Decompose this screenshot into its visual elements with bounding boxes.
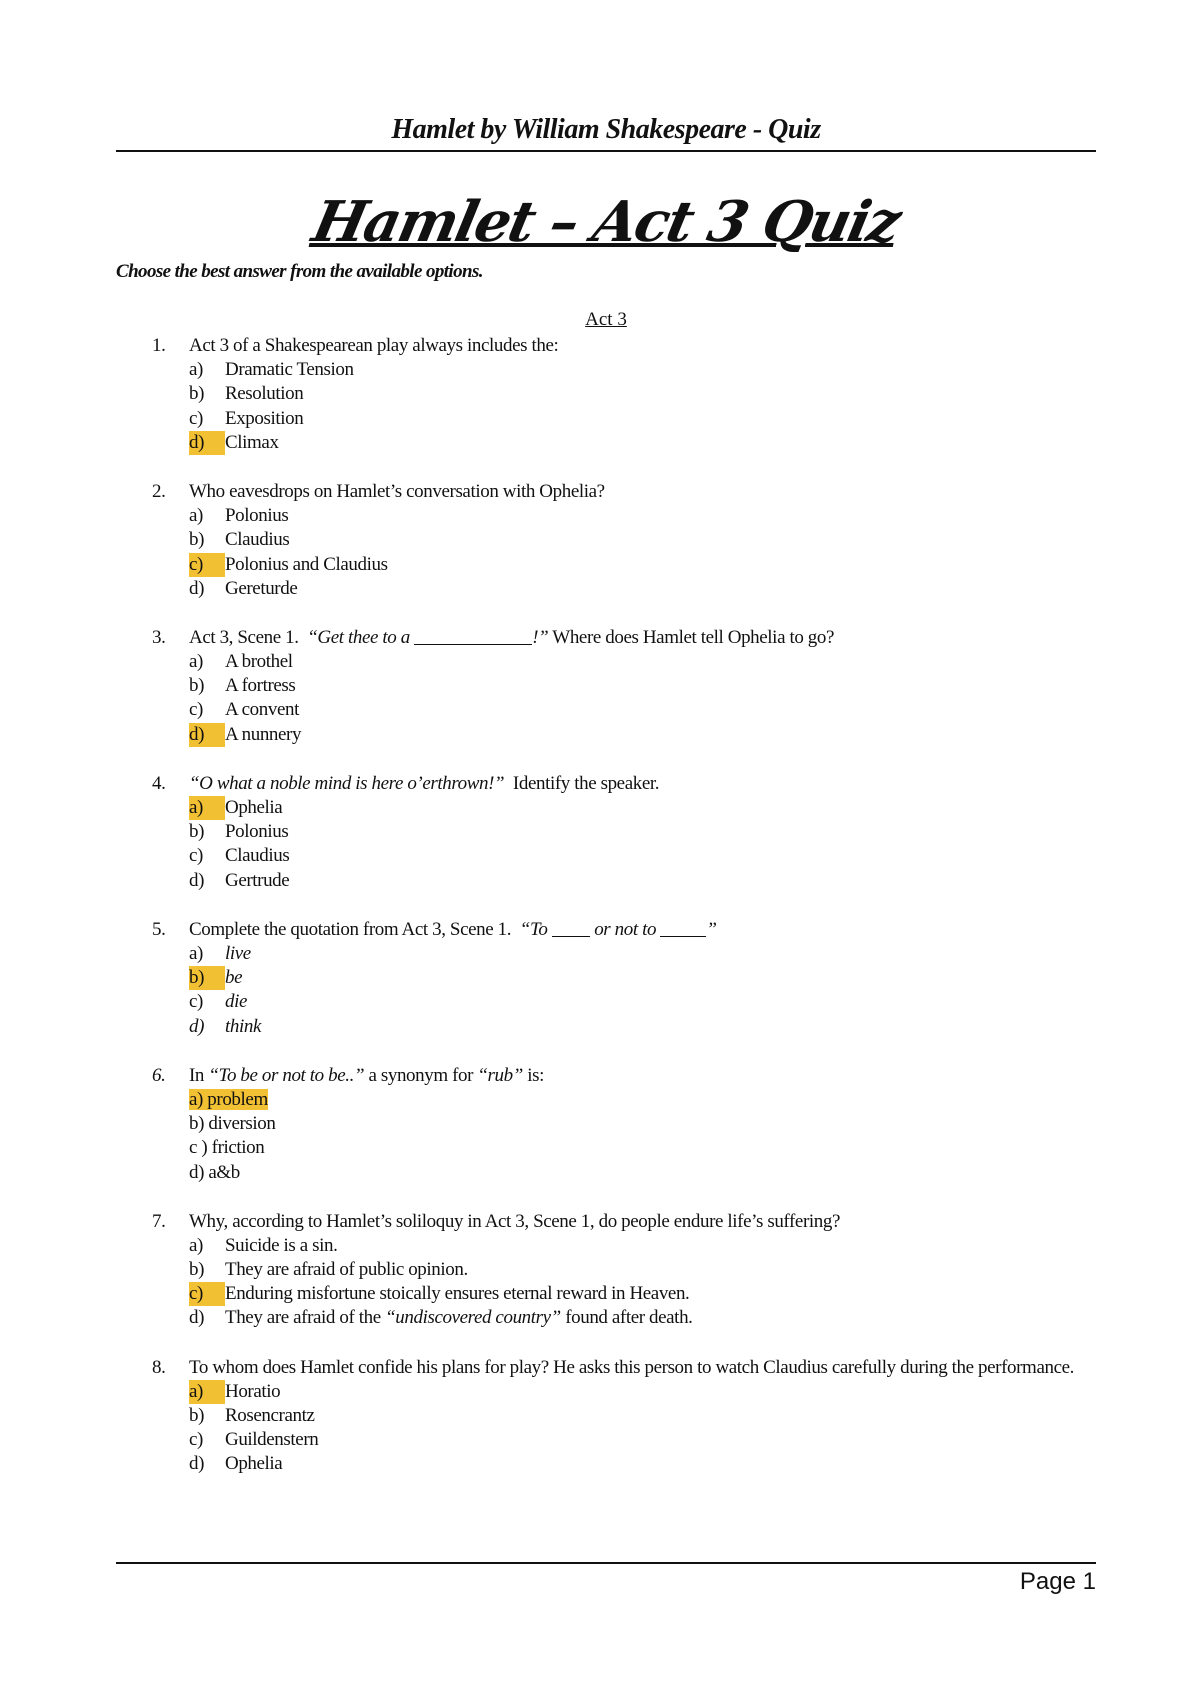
question-text: Why, according to Hamlet’s soliloquy in Act 3, Scene 1, do people endure life’s suffering? [189, 1210, 840, 1232]
option-a[interactable]: a) Suicide is a sin. [189, 1234, 338, 1256]
option-b[interactable]: b) A fortress [189, 675, 296, 697]
option-a-answer[interactable]: a) Ophelia [189, 796, 1096, 820]
option-c-answer[interactable]: c) Enduring misfortune stoically ensures eternal reward in Heaven. [189, 1282, 1096, 1306]
question-number: 3. [152, 626, 166, 648]
option-a[interactable]: a) Polonius [189, 505, 289, 527]
option-d[interactable]: d) a&b [189, 1161, 240, 1183]
question-6 [152, 1064, 1096, 1185]
header-rule [116, 150, 1096, 152]
option-c[interactable]: c ) friction [189, 1137, 265, 1159]
question-list [152, 334, 1096, 1502]
question-number: 8. [152, 1356, 166, 1378]
option-d[interactable]: d) They are afraid of the “undiscovered country” found after death. [189, 1307, 693, 1329]
option-c[interactable]: c) Guildenstern [189, 1429, 319, 1451]
option-d-answer[interactable]: d) Climax [189, 431, 1096, 455]
page-number: Page 1 [1019, 1568, 1096, 1595]
option-d[interactable]: d) think [189, 1015, 261, 1037]
question-8 [152, 1356, 1096, 1477]
option-b[interactable]: b) Resolution [189, 383, 304, 405]
option-a[interactable]: a) A brothel [189, 651, 293, 673]
option-b[interactable]: b) diversion [189, 1113, 276, 1135]
option-d-answer[interactable]: d) A nunnery [189, 723, 1096, 747]
footer-rule [116, 1562, 1096, 1564]
option-b[interactable]: b) Rosencrantz [189, 1405, 315, 1427]
option-b[interactable]: b) Claudius [189, 529, 290, 551]
option-b-answer[interactable]: b) be [189, 966, 1096, 990]
option-a-answer[interactable]: a) problem [189, 1088, 268, 1110]
option-d[interactable]: d) Gertrude [189, 869, 290, 891]
question-text: Complete the quotation from Act 3, Scene 1. “To or not to ” [189, 918, 717, 940]
question-1 [152, 334, 1096, 455]
option-c[interactable]: c) Exposition [189, 407, 304, 429]
document-header: Hamlet by William Shakespeare - Quiz [391, 114, 821, 145]
question-number: 7. [152, 1210, 166, 1232]
fill-in-blank [552, 918, 590, 937]
question-7 [152, 1210, 1096, 1331]
option-a[interactable]: a) live [189, 943, 251, 965]
question-5 [152, 918, 1096, 1039]
question-text: In “To be or not to be..” a synonym for “rub” is: [189, 1064, 545, 1086]
question-number: 1. [152, 335, 166, 356]
question-number: 5. [152, 918, 166, 940]
question-4 [152, 772, 1096, 893]
option-c[interactable]: c) die [189, 991, 248, 1013]
fill-in-blank [660, 918, 706, 937]
question-text: Act 3, Scene 1. “Get thee to a !” Where does Hamlet tell Ophelia to go? [189, 626, 835, 648]
question-text: “O what a noble mind is here o’erthrown!” Identify the speaker. [189, 772, 660, 794]
question-text: Who eavesdrops on Hamlet’s conversation with Ophelia? [189, 480, 605, 502]
option-c[interactable]: c) A convent [189, 699, 299, 721]
quiz-title: Hamlet – Act 3 Quiz [306, 189, 906, 255]
question-2 [152, 480, 1096, 601]
option-d[interactable]: d) Gereturde [189, 577, 298, 599]
question-number: 2. [152, 480, 166, 502]
option-c-answer[interactable]: c) Polonius and Claudius [189, 553, 1096, 577]
question-3 [152, 626, 1096, 747]
instructions: Choose the best answer from the available options. [116, 261, 483, 282]
question-number: 4. [152, 772, 166, 794]
question-text: To whom does Hamlet confide his plans for play? He asks this person to watch Claudius carefully during the performance. [189, 1356, 1074, 1378]
option-c[interactable]: c) Claudius [189, 845, 290, 867]
option-d[interactable]: d) Ophelia [189, 1453, 283, 1475]
question-text: Act 3 of a Shakespearean play always includes the: [189, 335, 559, 356]
option-a-answer[interactable]: a) Horatio [189, 1380, 1096, 1404]
option-b[interactable]: b) Polonius [189, 821, 289, 843]
question-number: 6. [152, 1064, 166, 1086]
section-title: Act 3 [585, 309, 627, 330]
option-b[interactable]: b) They are afraid of public opinion. [189, 1259, 468, 1281]
fill-in-blank [414, 626, 532, 645]
option-a[interactable]: a) Dramatic Tension [189, 359, 354, 381]
